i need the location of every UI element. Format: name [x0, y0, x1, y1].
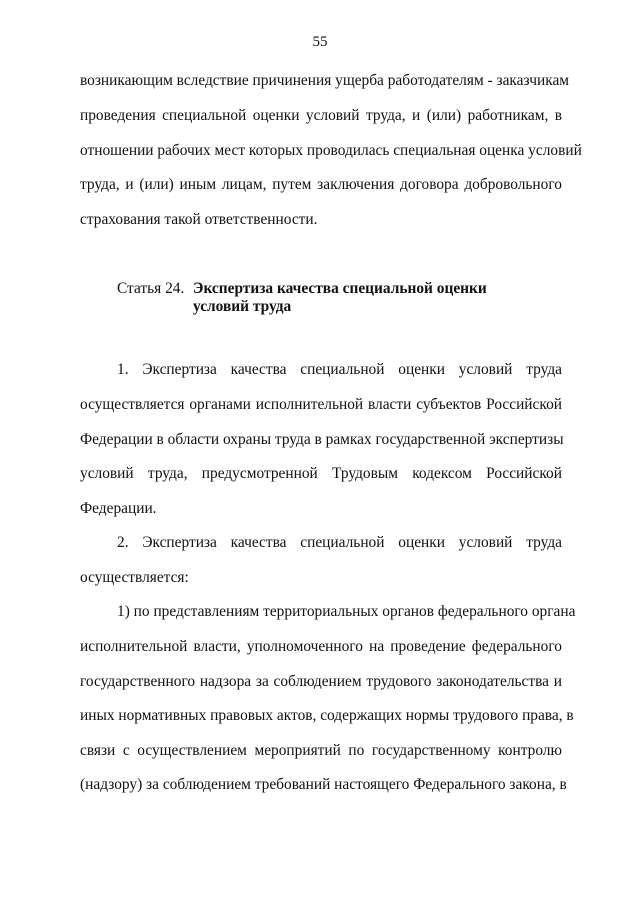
clause-1-line: условий труда, предусмотренной Трудовым кодексом Российской — [80, 465, 562, 482]
subclause-1-line: 1) по представлениям территориальных органов федерального органа — [117, 603, 576, 620]
paragraph-line: страхования такой ответственности. — [80, 211, 318, 228]
article-title-line: Экспертиза качества специальной оценки — [193, 280, 487, 297]
paragraph-line: отношении рабочих мест которых проводилась специальная оценка условий — [80, 142, 582, 159]
subclause-1-line: (надзору) за соблюдением требований настоящего Федерального закона, в — [80, 776, 567, 793]
subclause-1-line: государственного надзора за соблюдением трудового законодательства и — [80, 673, 562, 690]
subclause-1-line: связи с осуществлением мероприятий по государственному контролю — [80, 742, 562, 759]
clause-2-line: осуществляется: — [80, 569, 189, 586]
paragraph-line: проведения специальной оценки условий труда, и (или) работникам, в — [80, 107, 562, 124]
clause-1-line: 1. Экспертиза качества специальной оценки условий труда — [117, 361, 562, 378]
clause-2-line: 2. Экспертиза качества специальной оценки условий труда — [117, 534, 562, 551]
subclause-1-line: исполнительной власти, уполномоченного на проведение федерального — [80, 638, 562, 655]
subclause-1-line: иных нормативных правовых актов, содержащих нормы трудового права, в — [80, 707, 574, 724]
clause-1-line: осуществляется органами исполнительной власти субъектов Российской — [80, 396, 562, 413]
paragraph-line: возникающим вследствие причинения ущерба работодателям - заказчикам — [80, 72, 570, 89]
clause-1-line: Федерации. — [80, 500, 157, 517]
article-label: Статья 24. — [117, 280, 185, 297]
article-title-line: условий труда — [193, 298, 292, 315]
paragraph-line: труда, и (или) иным лицам, путем заключения договора добровольного — [80, 176, 562, 193]
clause-1-line: Федерации в области охраны труда в рамках государственной экспертизы — [80, 431, 564, 448]
page-number: 55 — [312, 34, 328, 50]
